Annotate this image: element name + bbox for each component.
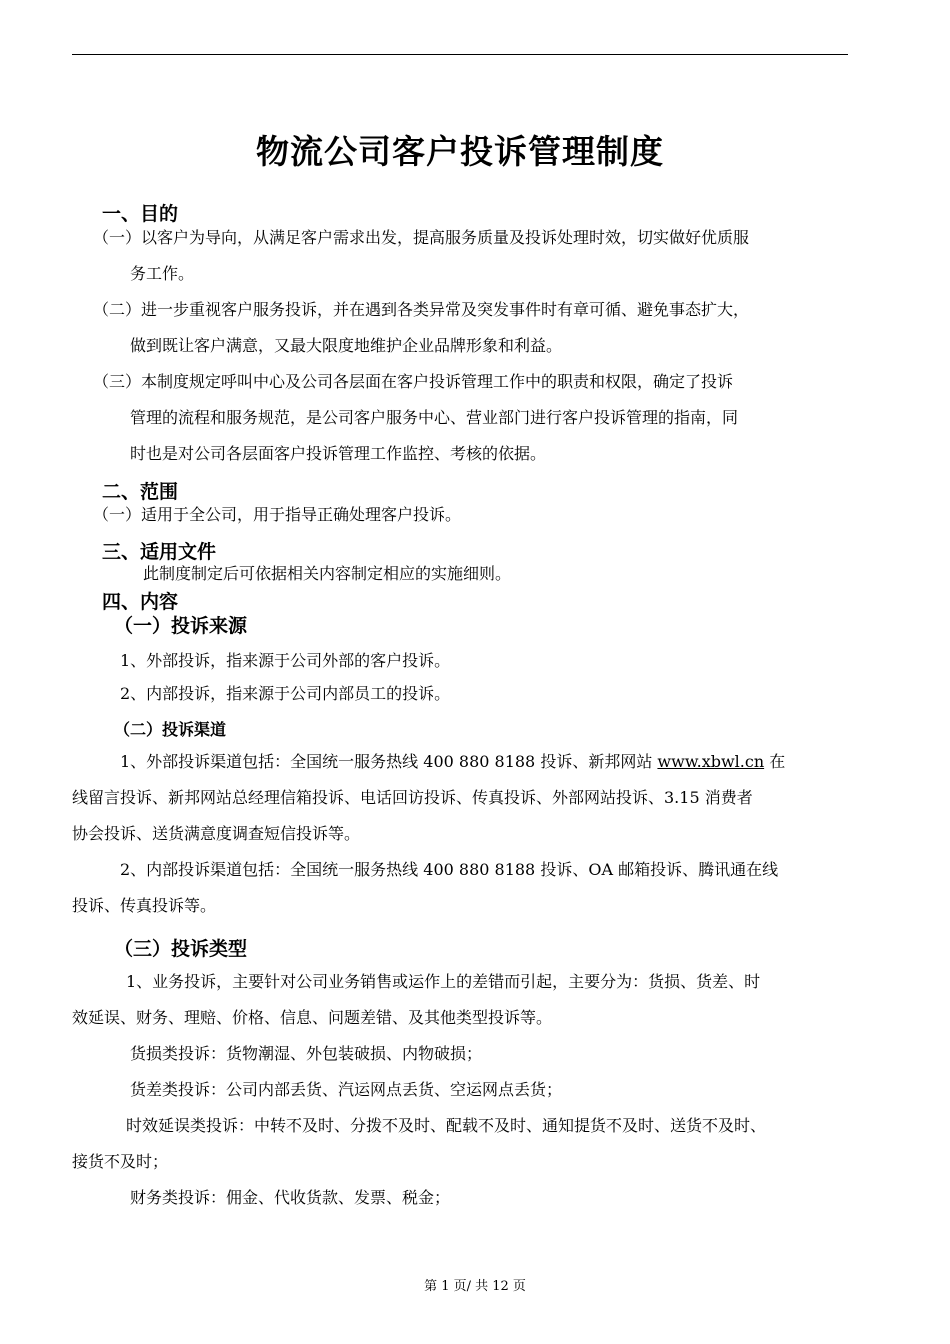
document-title: 物流公司客户投诉管理制度 [256,132,664,171]
paragraph-line: 财务类投诉：佣金、代收货款、发票、税金； [130,1188,451,1207]
section-heading-applicable-documents: 三、适用文件 [102,541,217,563]
paragraph-line: 1、业务投诉，主要针对公司业务销售或运作上的差错而引起，主要分为：货损、货差、时 [126,972,761,991]
list-item: 2、内部投诉，指来源于公司内部员工的投诉。 [120,684,451,703]
website-link[interactable]: www.xbwl.cn [657,752,765,771]
subsection-heading-channels: （二）投诉渠道 [114,720,227,739]
paragraph-line: （一）以客户为导向，从满足客户需求出发，提高服务质量及投诉处理时效，切实做好优质服 [93,228,750,247]
list-item: 1、外部投诉，指来源于公司外部的客户投诉。 [120,651,451,670]
paragraph-line: 效延误、财务、理赔、价格、信息、问题差错、及其他类型投诉等。 [72,1008,553,1027]
paragraph-line: 时也是对公司各层面客户投诉管理工作监控、考核的依据。 [130,444,547,463]
text-run: 1、外部投诉渠道包括：全国统一服务热线 400 880 8188 投诉、新邦网站 [120,752,658,771]
paragraph-line: （三）本制度规定呼叫中心及公司各层面在客户投诉管理工作中的职责和权限，确定了投诉 [93,372,734,391]
section-heading-scope: 二、范围 [102,481,179,503]
paragraph-line: （一）适用于全公司，用于指导正确处理客户投诉。 [93,505,462,524]
subsection-heading-sources: （一）投诉来源 [114,615,248,637]
paragraph-line: 货差类投诉：公司内部丢货、汽运网点丢货、空运网点丢货； [130,1080,563,1099]
paragraph-line: 投诉、传真投诉等。 [72,896,217,915]
paragraph-line: 管理的流程和服务规范，是公司客户服务中心、营业部门进行客户投诉管理的指南，同 [130,408,739,427]
page-footer: 第 1 页/ 共 12 页 [424,1279,526,1294]
paragraph-line [120,744,785,780]
section-heading-content: 四、内容 [102,591,179,613]
paragraph-line: 货损类投诉：货物潮湿、外包装破损、内物破损； [130,1044,483,1063]
section-heading-purpose: 一、目的 [102,203,179,225]
paragraph-line: 2、内部投诉渠道包括：全国统一服务热线 400 880 8188 投诉、OA 邮箱投诉、腾讯通在线 [120,860,779,879]
paragraph-line: 接货不及时； [72,1152,169,1171]
paragraph-line: （二）进一步重视客户服务投诉，并在遇到各类异常及突发事件时有章可循、避免事态扩大， [93,300,750,319]
header-rule [72,54,848,55]
paragraph-line: 时效延误类投诉：中转不及时、分拨不及时、配载不及时、通知提货不及时、送货不及时、 [126,1116,767,1135]
subsection-heading-types: （三）投诉类型 [114,938,248,960]
paragraph-line: 线留言投诉、新邦网站总经理信箱投诉、电话回访投诉、传真投诉、外部网站投诉、3.15 消费者 [72,788,753,807]
paragraph-line: 务工作。 [130,264,195,283]
paragraph-line: 此制度制定后可依据相关内容制定相应的实施细则。 [143,564,512,583]
text-run: 在 [764,752,786,771]
paragraph-line: 做到既让客户满意，又最大限度地维护企业品牌形象和利益。 [130,336,563,355]
paragraph-line: 协会投诉、送货满意度调查短信投诉等。 [72,824,361,843]
